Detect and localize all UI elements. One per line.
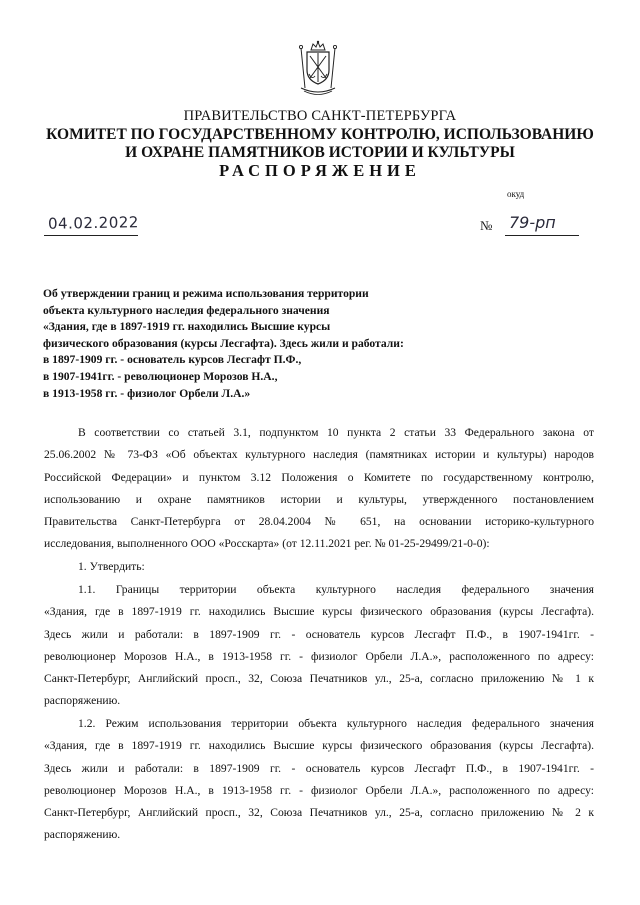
- item-1-2-paragraph: [44, 713, 594, 847]
- text-line: «Здания, где в 1897-1919 гг. находились Высшие курсы физического образования (курсы Лесгафта).: [44, 739, 594, 753]
- text-line: 1.2. Режим использования территории объекта культурного наследия федерального значения: [78, 717, 594, 730]
- document-subject: [43, 286, 473, 402]
- text-line: революционер Морозов Н.А., в 1913-1958 гг. - физиолог Орбели Л.А.», расположенного по адресу:: [44, 649, 594, 663]
- committee-title-line: И ОХРАНЕ ПАМЯТНИКОВ ИСТОРИИ И КУЛЬТУРЫ: [125, 144, 515, 161]
- subject-line: Об утверждении границ и режима использования территории: [43, 287, 369, 300]
- text-line: Здесь жили и работали: в 1897-1909 гг. - основатель курсов Лесгафт П.Ф., в 1907-1941гг. -: [44, 627, 594, 641]
- item-1-1-paragraph: [44, 579, 594, 713]
- subject-line: объекта культурного наследия федерального значения: [43, 303, 330, 317]
- text-line: Правительства Санкт-Петербурга от 28.04.2004 № 651, на основании историко-культурного: [44, 515, 594, 529]
- subject-line: в 1913-1958 гг. - физиолог Орбели Л.А.»: [43, 386, 251, 400]
- committee-title: [0, 126, 640, 162]
- text-line: «Здания, где в 1897-1919 гг. находились Высшие курсы физического образования (курсы Лесгафта).: [44, 605, 594, 619]
- number-sign: №: [480, 218, 493, 233]
- preamble-paragraph: [44, 422, 594, 578]
- document-date: 04.02.2022: [47, 213, 140, 233]
- subject-line: «Здания, где в 1897-1919 гг. находились Высшие курсы: [43, 320, 331, 334]
- text-line: Здесь жили и работали: в 1897-1909 гг. - основатель курсов Лесгафт П.Ф., в 1907-1941гг. -: [44, 761, 594, 775]
- government-title: ПРАВИТЕЛЬСТВО САНКТ-ПЕТЕРБУРГА: [183, 108, 457, 124]
- subject-line: физического образования (курсы Лесгафта). Здесь жили и работали:: [43, 336, 404, 350]
- document-type: РАСПОРЯЖЕНИЕ: [219, 161, 421, 180]
- coat-of-arms-emblem: [295, 40, 341, 96]
- text-line: 25.06.2002 № 73-ФЗ «Об объектах культурного наследия (памятниках истории и культуры) народов: [44, 448, 594, 462]
- okud-label: окуд: [507, 189, 525, 199]
- text-line: В соответствии со статьей 3.1, подпунктом 10 пункта 2 статьи 33 Федерального закона от: [78, 426, 594, 439]
- text-line: Российской Федерации» и пунктом 3.12 Положения о Комитете по государственному контролю,: [44, 470, 594, 484]
- text-line: распоряжению.: [44, 694, 121, 708]
- text-line: Санкт-Петербург, Английский просп., 32, Союза Печатников ул., 25-а, согласно приложению № 2 к: [44, 806, 594, 820]
- document-number: 79-рп: [509, 213, 556, 232]
- text-line: революционер Морозов Н.А., в 1913-1958 гг. - физиолог Орбели Л.А.», расположенного по адресу:: [44, 783, 594, 797]
- text-line: исследования, выполненного ООО «Росскарта» (от 12.11.2021 рег. № 01-25-29499/21-0-0):: [44, 537, 490, 551]
- text-line: 1.1. Границы территории объекта культурного наследия федерального значения: [78, 583, 594, 596]
- text-line: распоряжению.: [44, 828, 121, 842]
- text-line: использованию и охране памятников истории и культуры, утвержденного постановлением: [44, 492, 594, 506]
- text-line: Санкт-Петербург, Английский просп., 32, Союза Печатников ул., 25-а, согласно приложению № 1 к: [44, 672, 594, 686]
- approve-line: 1. Утвердить:: [78, 559, 145, 573]
- committee-title-line: КОМИТЕТ ПО ГОСУДАРСТВЕННОМУ КОНТРОЛЮ, ИСПОЛЬЗОВАНИЮ: [46, 126, 594, 143]
- subject-line: в 1907-1941гг. - революционер Морозов Н.А.,: [43, 369, 278, 383]
- subject-line: в 1897-1909 гг. - основатель курсов Лесгафт П.Ф.,: [43, 353, 302, 367]
